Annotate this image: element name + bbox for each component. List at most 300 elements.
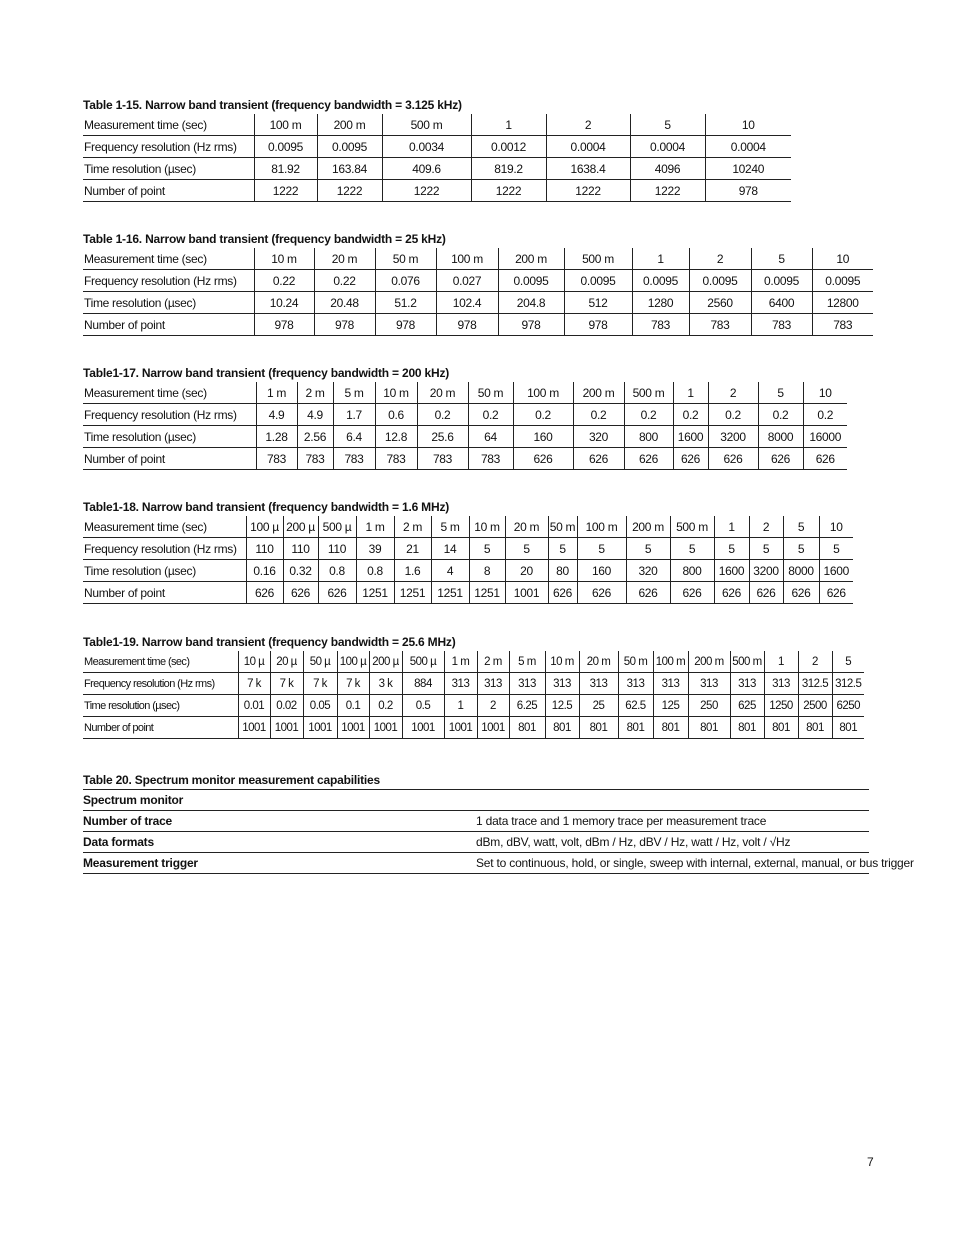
- table-cell: 110: [283, 538, 318, 560]
- table-cell: 1222: [254, 180, 317, 202]
- table-1-19-caption: Table1-19. Narrow band transient (frequency bandwidth = 25.6 MHz): [83, 635, 456, 649]
- table-cell: 3200: [708, 426, 758, 448]
- table-cell: 1222: [546, 180, 630, 202]
- table-cell: 100 µ: [246, 516, 283, 538]
- table-cell: 0.05: [303, 695, 337, 717]
- table-1-17-block: [83, 366, 847, 470]
- row-label: Frequency resolution (Hz rms): [83, 136, 254, 158]
- table-cell: 2 m: [477, 651, 509, 673]
- row-label: Measurement time (sec): [83, 382, 256, 404]
- table-cell: 313: [764, 673, 798, 695]
- table-cell: 50 µ: [303, 651, 337, 673]
- table-cell: 10 m: [545, 651, 579, 673]
- table-cell: 2: [749, 516, 783, 538]
- table-cell: 5: [758, 382, 803, 404]
- table-cell: 1600: [819, 560, 853, 582]
- table-cell: 10: [705, 114, 791, 136]
- table-cell: 0.2: [803, 404, 847, 426]
- table-cell: 626: [624, 448, 673, 470]
- table-cell: 801: [832, 717, 864, 739]
- table-row-measurement-time: [83, 114, 791, 136]
- table-cell: 2500: [798, 695, 832, 717]
- table-cell: 0.2: [369, 695, 402, 717]
- table-cell: 783: [417, 448, 468, 470]
- table-cell: 6.4: [333, 426, 375, 448]
- table-cell: 500 µ: [402, 651, 444, 673]
- table-cell: 1001: [402, 717, 444, 739]
- table-cell: 10: [812, 248, 873, 270]
- table-20-row-label: Data formats: [83, 832, 476, 853]
- table-1-19-block: [83, 635, 864, 739]
- table-cell: 819.2: [471, 158, 546, 180]
- table-cell: 313: [545, 673, 579, 695]
- table-cell: 0.2: [573, 404, 624, 426]
- row-label: Frequency resolution (Hz rms): [83, 673, 238, 695]
- table-cell: 204.8: [498, 292, 564, 314]
- table-cell: 783: [751, 314, 812, 336]
- table-cell: 163.84: [317, 158, 382, 180]
- row-label: Number of point: [83, 448, 256, 470]
- table-row-freq-resolution: [83, 673, 864, 695]
- table-cell: 500 m: [670, 516, 714, 538]
- table-row-freq-resolution: [83, 538, 853, 560]
- table-20-row-value: 1 data trace and 1 memory trace per measurement trace: [476, 811, 869, 832]
- row-label: Number of point: [83, 180, 254, 202]
- page-number: 7: [867, 1155, 874, 1169]
- table-cell: 7 k: [337, 673, 369, 695]
- table-20-row-label: Measurement trigger: [83, 853, 476, 874]
- table-row-measurement-time: [83, 651, 864, 673]
- table-cell: 801: [764, 717, 798, 739]
- table-cell: 2: [689, 248, 751, 270]
- table-cell: 0.2: [758, 404, 803, 426]
- table-row-time-resolution: [83, 158, 791, 180]
- table-cell: 100 µ: [337, 651, 369, 673]
- table-cell: 1250: [764, 695, 798, 717]
- table-cell: 0.32: [283, 560, 318, 582]
- table-cell: 5 m: [333, 382, 375, 404]
- table-cell: 0.16: [246, 560, 283, 582]
- table-cell: 1: [471, 114, 546, 136]
- table-cell: 125: [653, 695, 688, 717]
- table-cell: 626: [673, 448, 708, 470]
- table-cell: 160: [577, 560, 626, 582]
- table-1-16-caption: Table 1-16. Narrow band transient (frequency bandwidth = 25 kHz): [83, 232, 446, 246]
- table-cell: 5: [783, 538, 819, 560]
- table-20-row-value: Set to continuous, hold, or single, sweep with internal, external, manual, or bus trigger: [476, 853, 869, 874]
- table-cell: 626: [513, 448, 573, 470]
- table-cell: 8000: [783, 560, 819, 582]
- table-cell: 1001: [337, 717, 369, 739]
- table-cell: 1222: [630, 180, 705, 202]
- table-row-freq-resolution: [83, 136, 791, 158]
- table-cell: 1001: [369, 717, 402, 739]
- table-cell: 1001: [270, 717, 303, 739]
- table-cell: 1251: [394, 582, 431, 604]
- table-1-17-caption: Table1-17. Narrow band transient (frequency bandwidth = 200 kHz): [83, 366, 450, 380]
- table-cell: 500 m: [564, 248, 632, 270]
- table-cell: 2 m: [297, 382, 333, 404]
- row-label: Number of point: [83, 717, 238, 739]
- table-cell: 100 m: [254, 114, 317, 136]
- table-cell: 500 µ: [318, 516, 356, 538]
- table-cell: 0.0095: [751, 270, 812, 292]
- table-cell: 0.0095: [498, 270, 564, 292]
- table-cell: 500 m: [730, 651, 764, 673]
- table-cell: 4.9: [256, 404, 297, 426]
- table-cell: 5: [469, 538, 505, 560]
- table-cell: 0.2: [513, 404, 573, 426]
- row-label: Time resolution (µsec): [83, 292, 254, 314]
- table-cell: 0.2: [417, 404, 468, 426]
- table-cell: 110: [246, 538, 283, 560]
- table-cell: 25: [579, 695, 618, 717]
- table-cell: 313: [730, 673, 764, 695]
- table-row-number-of-point: [83, 314, 873, 336]
- table-cell: 200 µ: [283, 516, 318, 538]
- table-cell: 500 m: [624, 382, 673, 404]
- table-20-header-row: [83, 790, 869, 811]
- table-cell: 783: [468, 448, 513, 470]
- table-cell: 801: [688, 717, 730, 739]
- table-cell: 313: [579, 673, 618, 695]
- table-cell: 62.5: [618, 695, 653, 717]
- table-cell: 1001: [444, 717, 477, 739]
- table-row-measurement-time: [83, 382, 847, 404]
- table-cell: 626: [749, 582, 783, 604]
- table-cell: 1 m: [256, 382, 297, 404]
- table-cell: 81.92: [254, 158, 317, 180]
- table-cell: 313: [618, 673, 653, 695]
- table-cell: 0.2: [468, 404, 513, 426]
- table-cell: 0.1: [337, 695, 369, 717]
- table-cell: 1: [673, 382, 708, 404]
- table-cell: 626: [819, 582, 853, 604]
- table-20-row: [83, 853, 869, 874]
- table-20-row: [83, 811, 869, 832]
- table-row-measurement-time: [83, 248, 873, 270]
- table-cell: 2.56: [297, 426, 333, 448]
- table-cell: 8: [469, 560, 505, 582]
- table-cell: 1251: [469, 582, 505, 604]
- table-cell: 200 m: [573, 382, 624, 404]
- row-label: Measurement time (sec): [83, 248, 254, 270]
- table-cell: 1: [444, 695, 477, 717]
- table-cell: 4096: [630, 158, 705, 180]
- table-cell: 5: [630, 114, 705, 136]
- table-cell: 2560: [689, 292, 751, 314]
- table-cell: 51.2: [375, 292, 436, 314]
- table-cell: 20 m: [505, 516, 548, 538]
- table-cell: 626: [246, 582, 283, 604]
- table-cell: 25.6: [417, 426, 468, 448]
- table-cell: 10 m: [254, 248, 314, 270]
- row-label: Time resolution (µsec): [83, 560, 246, 582]
- table-cell: 978: [375, 314, 436, 336]
- table-row-measurement-time: [83, 516, 853, 538]
- table-cell: 0.2: [708, 404, 758, 426]
- table-cell: 50 m: [468, 382, 513, 404]
- table-1-18-block: [83, 500, 853, 604]
- table-cell: 8000: [758, 426, 803, 448]
- table-cell: 801: [545, 717, 579, 739]
- table-cell: 20 m: [314, 248, 375, 270]
- row-label: Time resolution (µsec): [83, 158, 254, 180]
- table-cell: 626: [758, 448, 803, 470]
- table-cell: 313: [653, 673, 688, 695]
- table-cell: 626: [577, 582, 626, 604]
- table-cell: 0.027: [436, 270, 498, 292]
- table-cell: 626: [714, 582, 749, 604]
- table-cell: 313: [477, 673, 509, 695]
- row-label: Measurement time (sec): [83, 516, 246, 538]
- table-cell: 801: [653, 717, 688, 739]
- table-cell: 1251: [431, 582, 469, 604]
- table-cell: 1 m: [356, 516, 394, 538]
- table-cell: 1600: [673, 426, 708, 448]
- table-20-header: Spectrum monitor: [83, 790, 869, 811]
- table-cell: 801: [509, 717, 545, 739]
- table-cell: 0.0095: [254, 136, 317, 158]
- table-cell: 801: [798, 717, 832, 739]
- table-cell: 80: [548, 560, 577, 582]
- table-cell: 626: [283, 582, 318, 604]
- table-cell: 626: [803, 448, 847, 470]
- table-cell: 1: [632, 248, 689, 270]
- table-cell: 0.0095: [689, 270, 751, 292]
- table-cell: 1001: [505, 582, 548, 604]
- table-cell: 10: [819, 516, 853, 538]
- table-cell: 312.5: [832, 673, 864, 695]
- table-cell: 10240: [705, 158, 791, 180]
- table-cell: 978: [498, 314, 564, 336]
- table-cell: 1.7: [333, 404, 375, 426]
- table-cell: 626: [708, 448, 758, 470]
- table-cell: 978: [254, 314, 314, 336]
- row-label: Time resolution (µsec): [83, 695, 238, 717]
- table-cell: 0.0034: [382, 136, 471, 158]
- table-cell: 10 µ: [238, 651, 270, 673]
- table-cell: 10 m: [375, 382, 417, 404]
- table-cell: 0.0095: [564, 270, 632, 292]
- table-row-freq-resolution: [83, 270, 873, 292]
- table-cell: 978: [564, 314, 632, 336]
- table-cell: 409.6: [382, 158, 471, 180]
- table-cell: 64: [468, 426, 513, 448]
- table-cell: 20 m: [579, 651, 618, 673]
- table-cell: 0.2: [673, 404, 708, 426]
- table-cell: 512: [564, 292, 632, 314]
- table-cell: 2: [546, 114, 630, 136]
- table-row-number-of-point: [83, 448, 847, 470]
- table-cell: 5: [749, 538, 783, 560]
- table-cell: 783: [297, 448, 333, 470]
- table-cell: 0.5: [402, 695, 444, 717]
- table-cell: 5: [714, 538, 749, 560]
- table-cell: 7 k: [270, 673, 303, 695]
- row-label: Frequency resolution (Hz rms): [83, 538, 246, 560]
- table-cell: 626: [573, 448, 624, 470]
- table-cell: 7 k: [303, 673, 337, 695]
- table-cell: 160: [513, 426, 573, 448]
- table-cell: 6.25: [509, 695, 545, 717]
- table-row-number-of-point: [83, 582, 853, 604]
- table-1-18-caption: Table1-18. Narrow band transient (frequency bandwidth = 1.6 MHz): [83, 500, 450, 514]
- table-cell: 6250: [832, 695, 864, 717]
- table-cell: 4: [431, 560, 469, 582]
- table-cell: 200 m: [626, 516, 670, 538]
- table-cell: 5: [783, 516, 819, 538]
- row-label: Measurement time (sec): [83, 651, 238, 673]
- table-1-15-block: [83, 98, 791, 202]
- table-cell: 801: [618, 717, 653, 739]
- table-cell: 14: [431, 538, 469, 560]
- table-1-19: [83, 651, 864, 739]
- table-1-16: [83, 248, 873, 336]
- table-cell: 978: [314, 314, 375, 336]
- table-cell: 2: [477, 695, 509, 717]
- table-cell: 5: [832, 651, 864, 673]
- table-20-row-label: Number of trace: [83, 811, 476, 832]
- table-cell: 10.24: [254, 292, 314, 314]
- table-cell: 1.28: [256, 426, 297, 448]
- table-1-16-block: [83, 232, 873, 336]
- table-row-number-of-point: [83, 180, 791, 202]
- table-cell: 10: [803, 382, 847, 404]
- table-cell: 5 m: [509, 651, 545, 673]
- table-cell: 313: [509, 673, 545, 695]
- row-label: Time resolution (µsec): [83, 426, 256, 448]
- table-cell: 102.4: [436, 292, 498, 314]
- table-cell: 7 k: [238, 673, 270, 695]
- table-cell: 1001: [477, 717, 509, 739]
- table-cell: 200 µ: [369, 651, 402, 673]
- table-cell: 3 k: [369, 673, 402, 695]
- table-row-time-resolution: [83, 426, 847, 448]
- table-cell: 0.0004: [630, 136, 705, 158]
- table-cell: 800: [670, 560, 714, 582]
- table-cell: 978: [436, 314, 498, 336]
- table-cell: 320: [573, 426, 624, 448]
- table-20-row-value: dBm, dBV, watt, volt, dBm / Hz, dBV / Hz, watt / Hz, volt / √Hz: [476, 832, 869, 853]
- table-cell: 0.076: [375, 270, 436, 292]
- table-cell: 2: [798, 651, 832, 673]
- table-cell: 100 m: [577, 516, 626, 538]
- table-cell: 16000: [803, 426, 847, 448]
- table-row-freq-resolution: [83, 404, 847, 426]
- table-cell: 320: [626, 560, 670, 582]
- table-cell: 783: [689, 314, 751, 336]
- table-cell: 50 m: [618, 651, 653, 673]
- table-cell: 500 m: [382, 114, 471, 136]
- table-row-number-of-point: [83, 717, 864, 739]
- table-cell: 1001: [238, 717, 270, 739]
- table-cell: 5: [751, 248, 812, 270]
- table-cell: 5: [577, 538, 626, 560]
- table-cell: 0.22: [254, 270, 314, 292]
- table-cell: 0.0095: [317, 136, 382, 158]
- table-cell: 2: [708, 382, 758, 404]
- table-cell: 801: [579, 717, 618, 739]
- table-cell: 1222: [317, 180, 382, 202]
- table-cell: 5: [505, 538, 548, 560]
- table-cell: 783: [333, 448, 375, 470]
- table-cell: 12.8: [375, 426, 417, 448]
- table-cell: 978: [705, 180, 791, 202]
- table-cell: 783: [812, 314, 873, 336]
- table-cell: 800: [624, 426, 673, 448]
- table-row-time-resolution: [83, 292, 873, 314]
- table-cell: 200 m: [688, 651, 730, 673]
- table-cell: 626: [670, 582, 714, 604]
- table-cell: 12800: [812, 292, 873, 314]
- table-cell: 0.22: [314, 270, 375, 292]
- row-label: Number of point: [83, 314, 254, 336]
- table-cell: 1001: [303, 717, 337, 739]
- table-cell: 0.0012: [471, 136, 546, 158]
- table-1-15: [83, 114, 791, 202]
- table-cell: 1 m: [444, 651, 477, 673]
- table-cell: 1222: [382, 180, 471, 202]
- table-20-row: [83, 832, 869, 853]
- table-cell: 250: [688, 695, 730, 717]
- table-cell: 3200: [749, 560, 783, 582]
- table-cell: 1251: [356, 582, 394, 604]
- table-cell: 1638.4: [546, 158, 630, 180]
- table-cell: 0.0095: [812, 270, 873, 292]
- table-cell: 313: [444, 673, 477, 695]
- table-cell: 783: [632, 314, 689, 336]
- table-cell: 0.0004: [705, 136, 791, 158]
- table-1-17: [83, 382, 847, 470]
- table-cell: 20 µ: [270, 651, 303, 673]
- table-cell: 1280: [632, 292, 689, 314]
- table-cell: 2 m: [394, 516, 431, 538]
- table-cell: 5: [819, 538, 853, 560]
- table-cell: 50 m: [375, 248, 436, 270]
- table-cell: 626: [548, 582, 577, 604]
- table-cell: 0.01: [238, 695, 270, 717]
- table-cell: 884: [402, 673, 444, 695]
- table-cell: 21: [394, 538, 431, 560]
- table-cell: 626: [783, 582, 819, 604]
- table-cell: 0.8: [318, 560, 356, 582]
- table-cell: 783: [375, 448, 417, 470]
- table-cell: 1.6: [394, 560, 431, 582]
- table-cell: 110: [318, 538, 356, 560]
- row-label: Number of point: [83, 582, 246, 604]
- table-cell: 1600: [714, 560, 749, 582]
- table-cell: 1222: [471, 180, 546, 202]
- table-cell: 5: [548, 538, 577, 560]
- table-cell: 626: [318, 582, 356, 604]
- table-cell: 0.0095: [632, 270, 689, 292]
- table-cell: 1: [714, 516, 749, 538]
- table-cell: 783: [256, 448, 297, 470]
- table-cell: 10 m: [469, 516, 505, 538]
- table-row-time-resolution: [83, 695, 864, 717]
- table-cell: 50 m: [548, 516, 577, 538]
- table-cell: 100 m: [653, 651, 688, 673]
- table-cell: 801: [730, 717, 764, 739]
- table-cell: 200 m: [498, 248, 564, 270]
- table-cell: 313: [688, 673, 730, 695]
- table-20-caption: Table 20. Spectrum monitor measurement capabilities: [83, 773, 381, 787]
- table-row-time-resolution: [83, 560, 853, 582]
- table-cell: 12.5: [545, 695, 579, 717]
- table-cell: 625: [730, 695, 764, 717]
- table-cell: 0.0004: [546, 136, 630, 158]
